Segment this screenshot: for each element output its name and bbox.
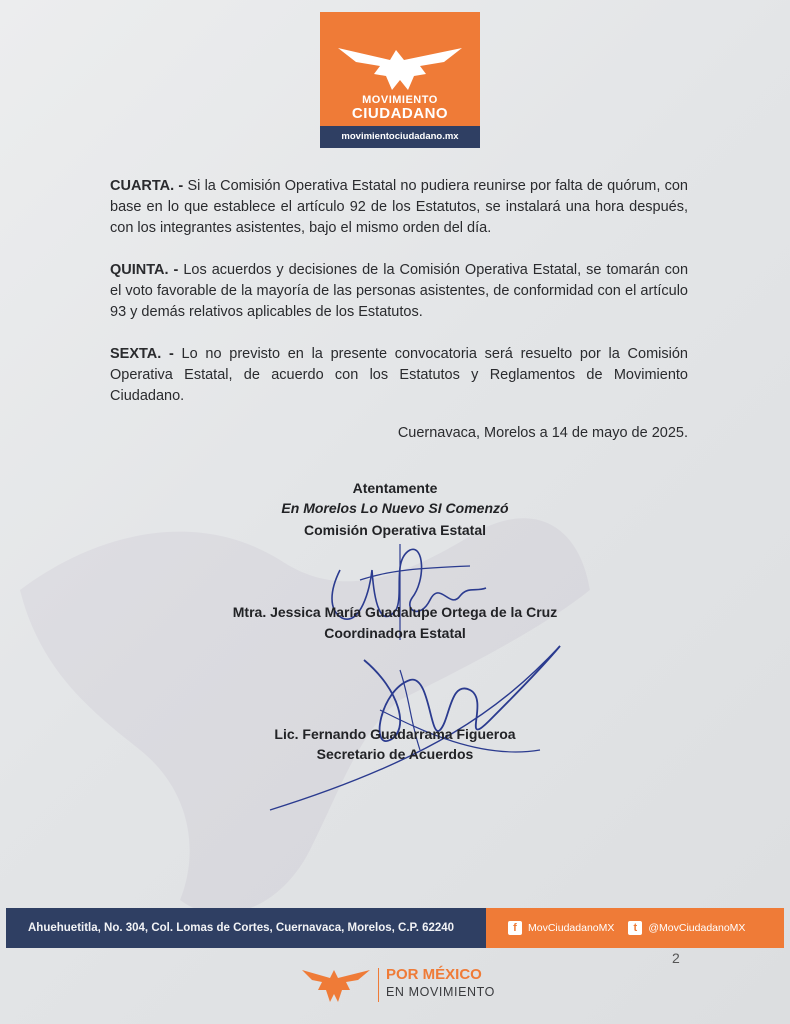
place-date: Cuernavaca, Morelos a 14 de mayo de 2025. (397, 425, 688, 441)
clause-text: Los acuerdos y decisiones de la Comisión Operativa Estatal, se tomarán con el voto favorable de la mayoría de las personas asistentes, de conformidad con el artículo 93 y demás relativos aplicables de los Estatutos. (110, 262, 689, 320)
clause-label: CUARTA. - (110, 178, 184, 194)
signer1-name: Mtra. Jessica María Guadalupe Ortega de la Cruz (232, 604, 558, 620)
slogan-separator (378, 968, 379, 1002)
closing-greeting: Atentamente (352, 480, 438, 496)
page-number: 2 (672, 950, 680, 966)
facebook-icon[interactable]: f (508, 921, 522, 935)
logo-line1: MOVIMIENTO (362, 94, 438, 106)
signer1-title: Coordinadora Estatal (324, 625, 466, 641)
clause-label: QUINTA. - (110, 262, 179, 278)
eagle-slogan-icon (300, 964, 372, 1004)
twitter-handle[interactable]: @MovCiudadanoMX (648, 922, 746, 934)
clause-label: SEXTA. - (110, 346, 174, 362)
logo-url[interactable]: movimientociudadano.mx (320, 126, 480, 148)
footer-address: Ahuehuetitla, No. 304, Col. Lomas de Cortes, Cuernavaca, Morelos, C.P. 62240 (6, 908, 486, 948)
slogan-line1: POR MÉXICO (386, 966, 482, 983)
clause-quinta (110, 260, 688, 323)
twitter-icon[interactable]: t (628, 921, 642, 935)
logo-line2: CIUDADANO (351, 105, 449, 122)
signer2-name: Lic. Fernando Guadarrama Figueroa (274, 726, 516, 742)
signer2-title: Secretario de Acuerdos (316, 746, 474, 762)
slogan-line2: EN MOVIMIENTO (386, 985, 495, 999)
closing-body: Comisión Operativa Estatal (303, 522, 487, 538)
footer-social (486, 908, 784, 948)
eagle-logo-icon (334, 40, 466, 94)
closing-motto: En Morelos Lo Nuevo SI Comenzó (281, 500, 509, 516)
facebook-handle[interactable]: MovCiudadanoMX (528, 922, 615, 934)
eagle-watermark-icon (0, 470, 600, 940)
footer-bar (6, 908, 784, 948)
movimiento-ciudadano-logo (320, 12, 480, 148)
clause-text: Si la Comisión Operativa Estatal no pudiera reunirse por falta de quórum, con base en lo que establece el artículo 92 de los Estatutos, se instalará una hora después, con los integrantes asistentes, bajo el mismo orden del día. (110, 178, 688, 236)
clause-sexta (110, 344, 688, 407)
clause-cuarta (110, 176, 688, 239)
clause-text: Lo no previsto en la presente convocatoria será resuelto por la Comisión Operativa Estatal, de acuerdo con los Estatutos y Reglamentos de Movimiento Ciudadano. (110, 346, 688, 404)
slogan-logo (300, 962, 500, 1008)
